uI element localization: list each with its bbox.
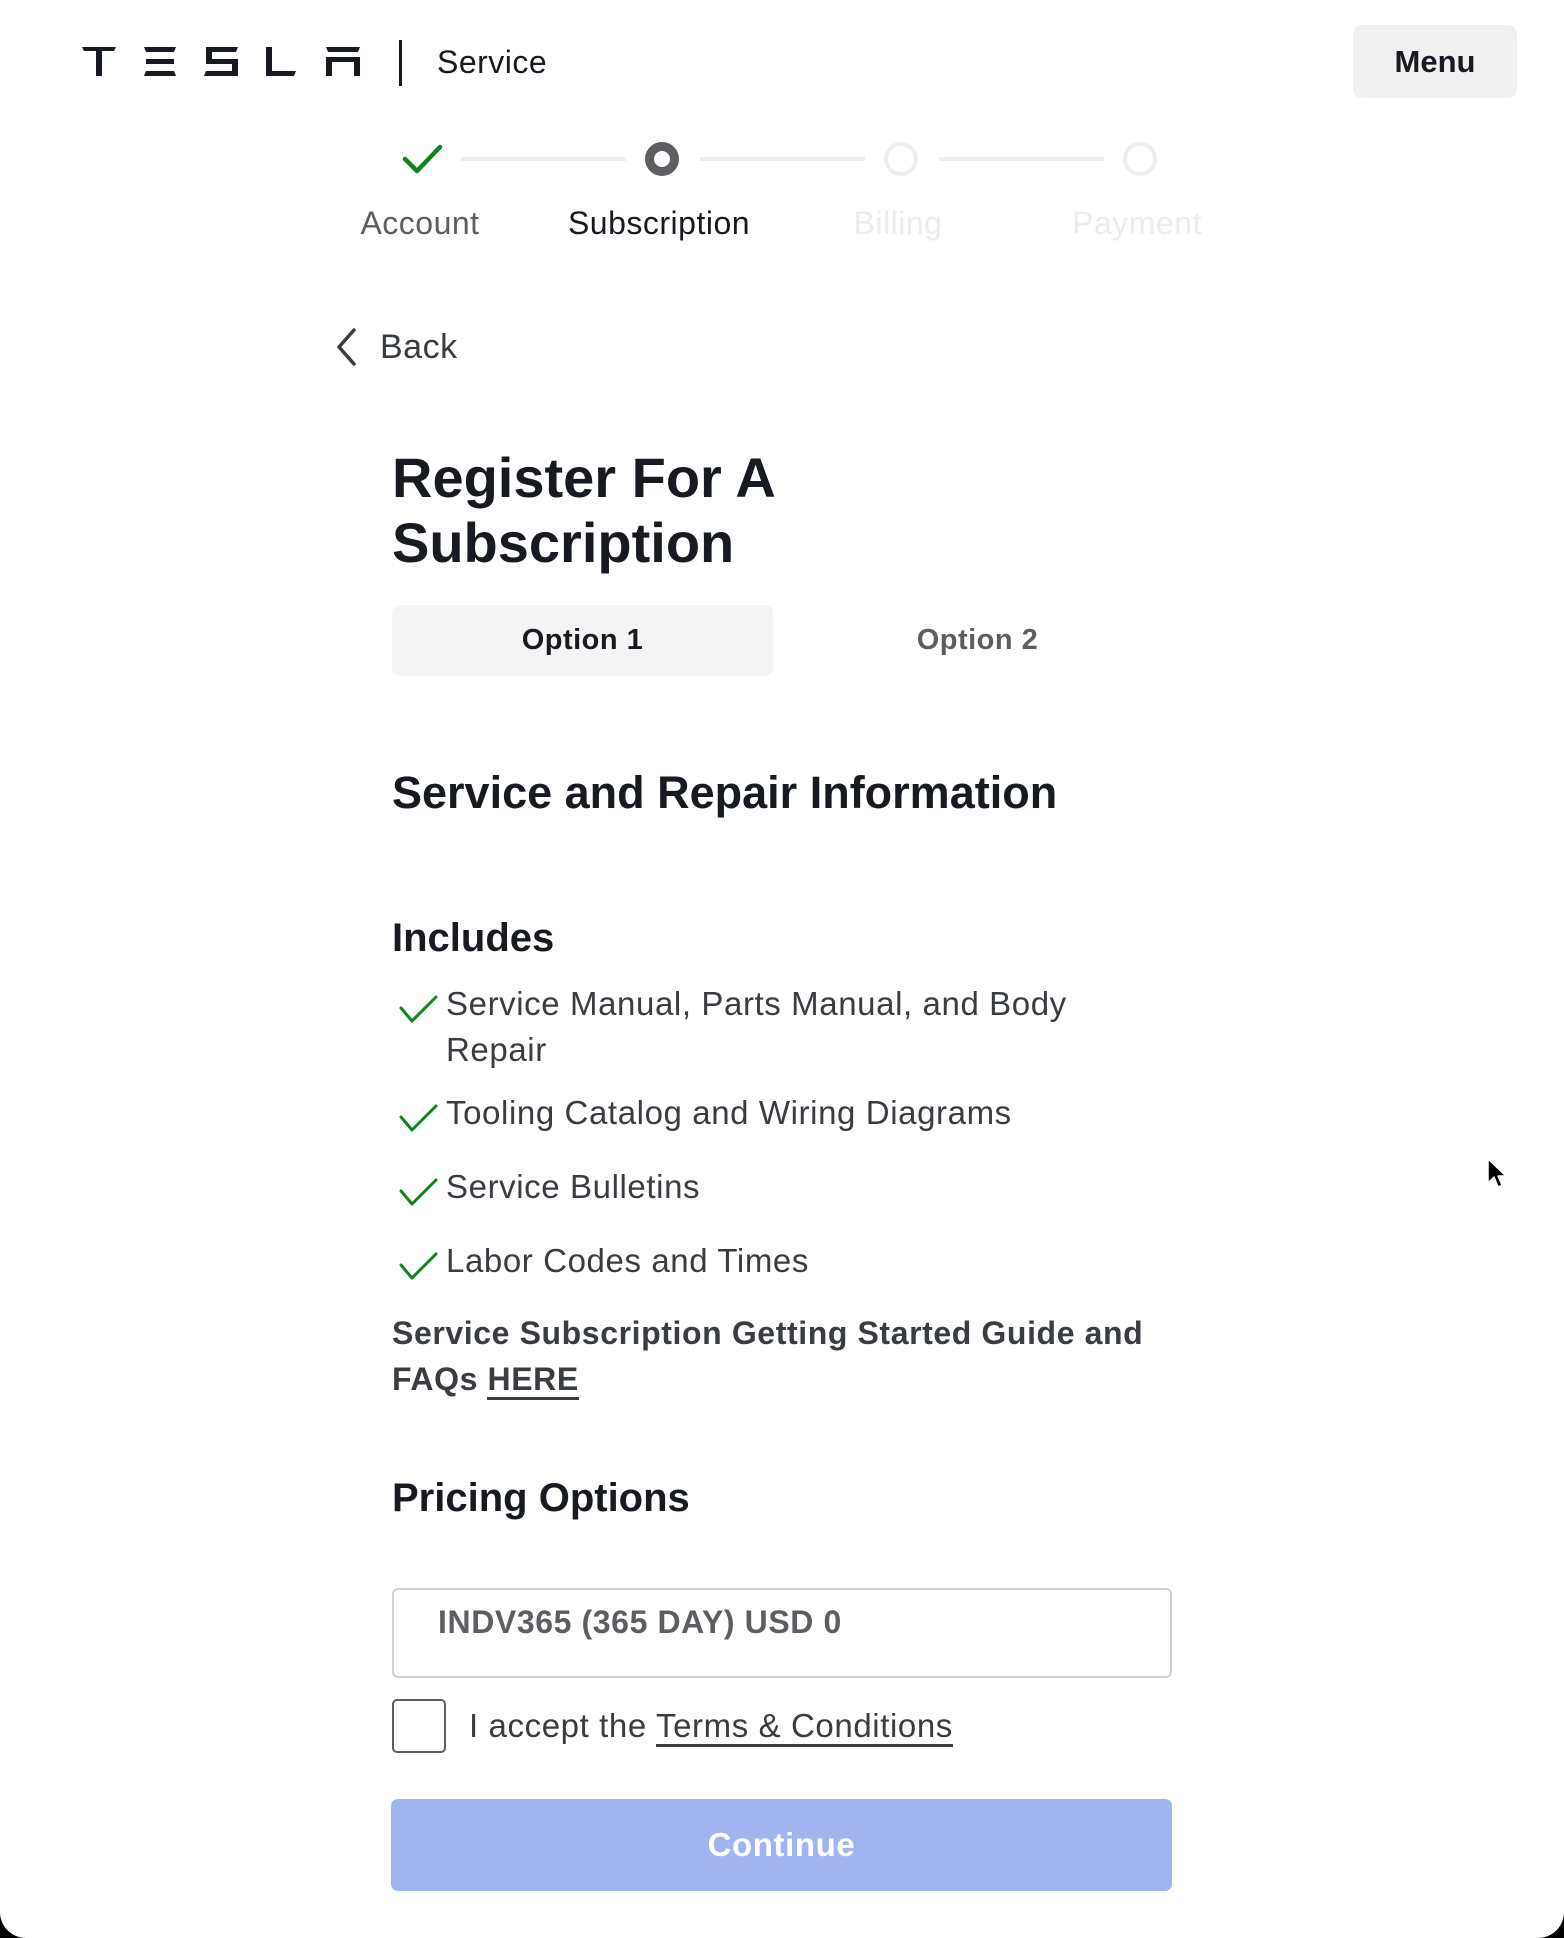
guide-label: Service Subscription Getting Started Guide and FAQs: [392, 1315, 1144, 1397]
pricing-select[interactable]: [392, 1588, 1172, 1678]
step-upcoming-indicator: [1123, 142, 1157, 176]
header-divider: [399, 40, 402, 86]
step-complete-check-icon: [402, 142, 444, 176]
includes-list-item: [398, 981, 1158, 1073]
step-connector: [700, 157, 865, 161]
checkmark-icon: [398, 1175, 440, 1209]
includes-list-item: [398, 1090, 1158, 1136]
includes-item-text: Service Bulletins: [446, 1168, 701, 1205]
terms-prefix: I accept the: [469, 1707, 647, 1744]
includes-item-text: Labor Codes and Times: [446, 1242, 809, 1279]
terms-link[interactable]: Terms & Conditions: [656, 1707, 953, 1747]
checkmark-icon: [398, 1249, 440, 1283]
includes-item-text: Service Manual, Parts Manual, and Body Repair: [446, 985, 1067, 1068]
terms-checkbox[interactable]: [392, 1699, 446, 1753]
continue-button[interactable]: Continue: [391, 1799, 1172, 1891]
section-title: Service and Repair Information: [392, 767, 1058, 818]
chevron-left-icon: [334, 327, 360, 367]
guide-text: [392, 1310, 1182, 1402]
tab-option-1[interactable]: Option 1: [392, 605, 773, 676]
step-connector: [939, 157, 1104, 161]
back-label: Back: [380, 327, 458, 366]
step-label-subscription: Subscription: [567, 205, 751, 241]
step-label-payment: Payment: [1072, 205, 1202, 241]
tab-option-2[interactable]: Option 2: [916, 624, 1039, 656]
includes-item-text: Tooling Catalog and Wiring Diagrams: [446, 1094, 1012, 1131]
step-connector: [461, 157, 626, 161]
step-upcoming-indicator: [884, 142, 918, 176]
checkmark-icon: [398, 1101, 440, 1135]
includes-list-item: [398, 1164, 1158, 1210]
checkmark-icon: [398, 992, 440, 1026]
step-label-billing: Billing: [853, 205, 943, 241]
tesla-logo[interactable]: [82, 47, 360, 76]
menu-button[interactable]: Menu: [1353, 25, 1517, 98]
step-current-indicator: [645, 142, 679, 176]
includes-heading: Includes: [392, 916, 555, 960]
page-title: Register For A Subscription: [392, 446, 774, 574]
step-label-account: Account: [360, 205, 480, 241]
pricing-heading: Pricing Options: [392, 1476, 690, 1520]
header-section-title: Service: [437, 44, 548, 80]
terms-label: [469, 1703, 953, 1749]
mouse-cursor-icon: [1486, 1157, 1508, 1191]
back-link[interactable]: [334, 324, 458, 370]
pricing-selected-value: INDV365 (365 DAY) USD 0: [438, 1604, 842, 1640]
guide-here-link[interactable]: HERE: [487, 1361, 578, 1400]
includes-list-item: [398, 1238, 1158, 1284]
